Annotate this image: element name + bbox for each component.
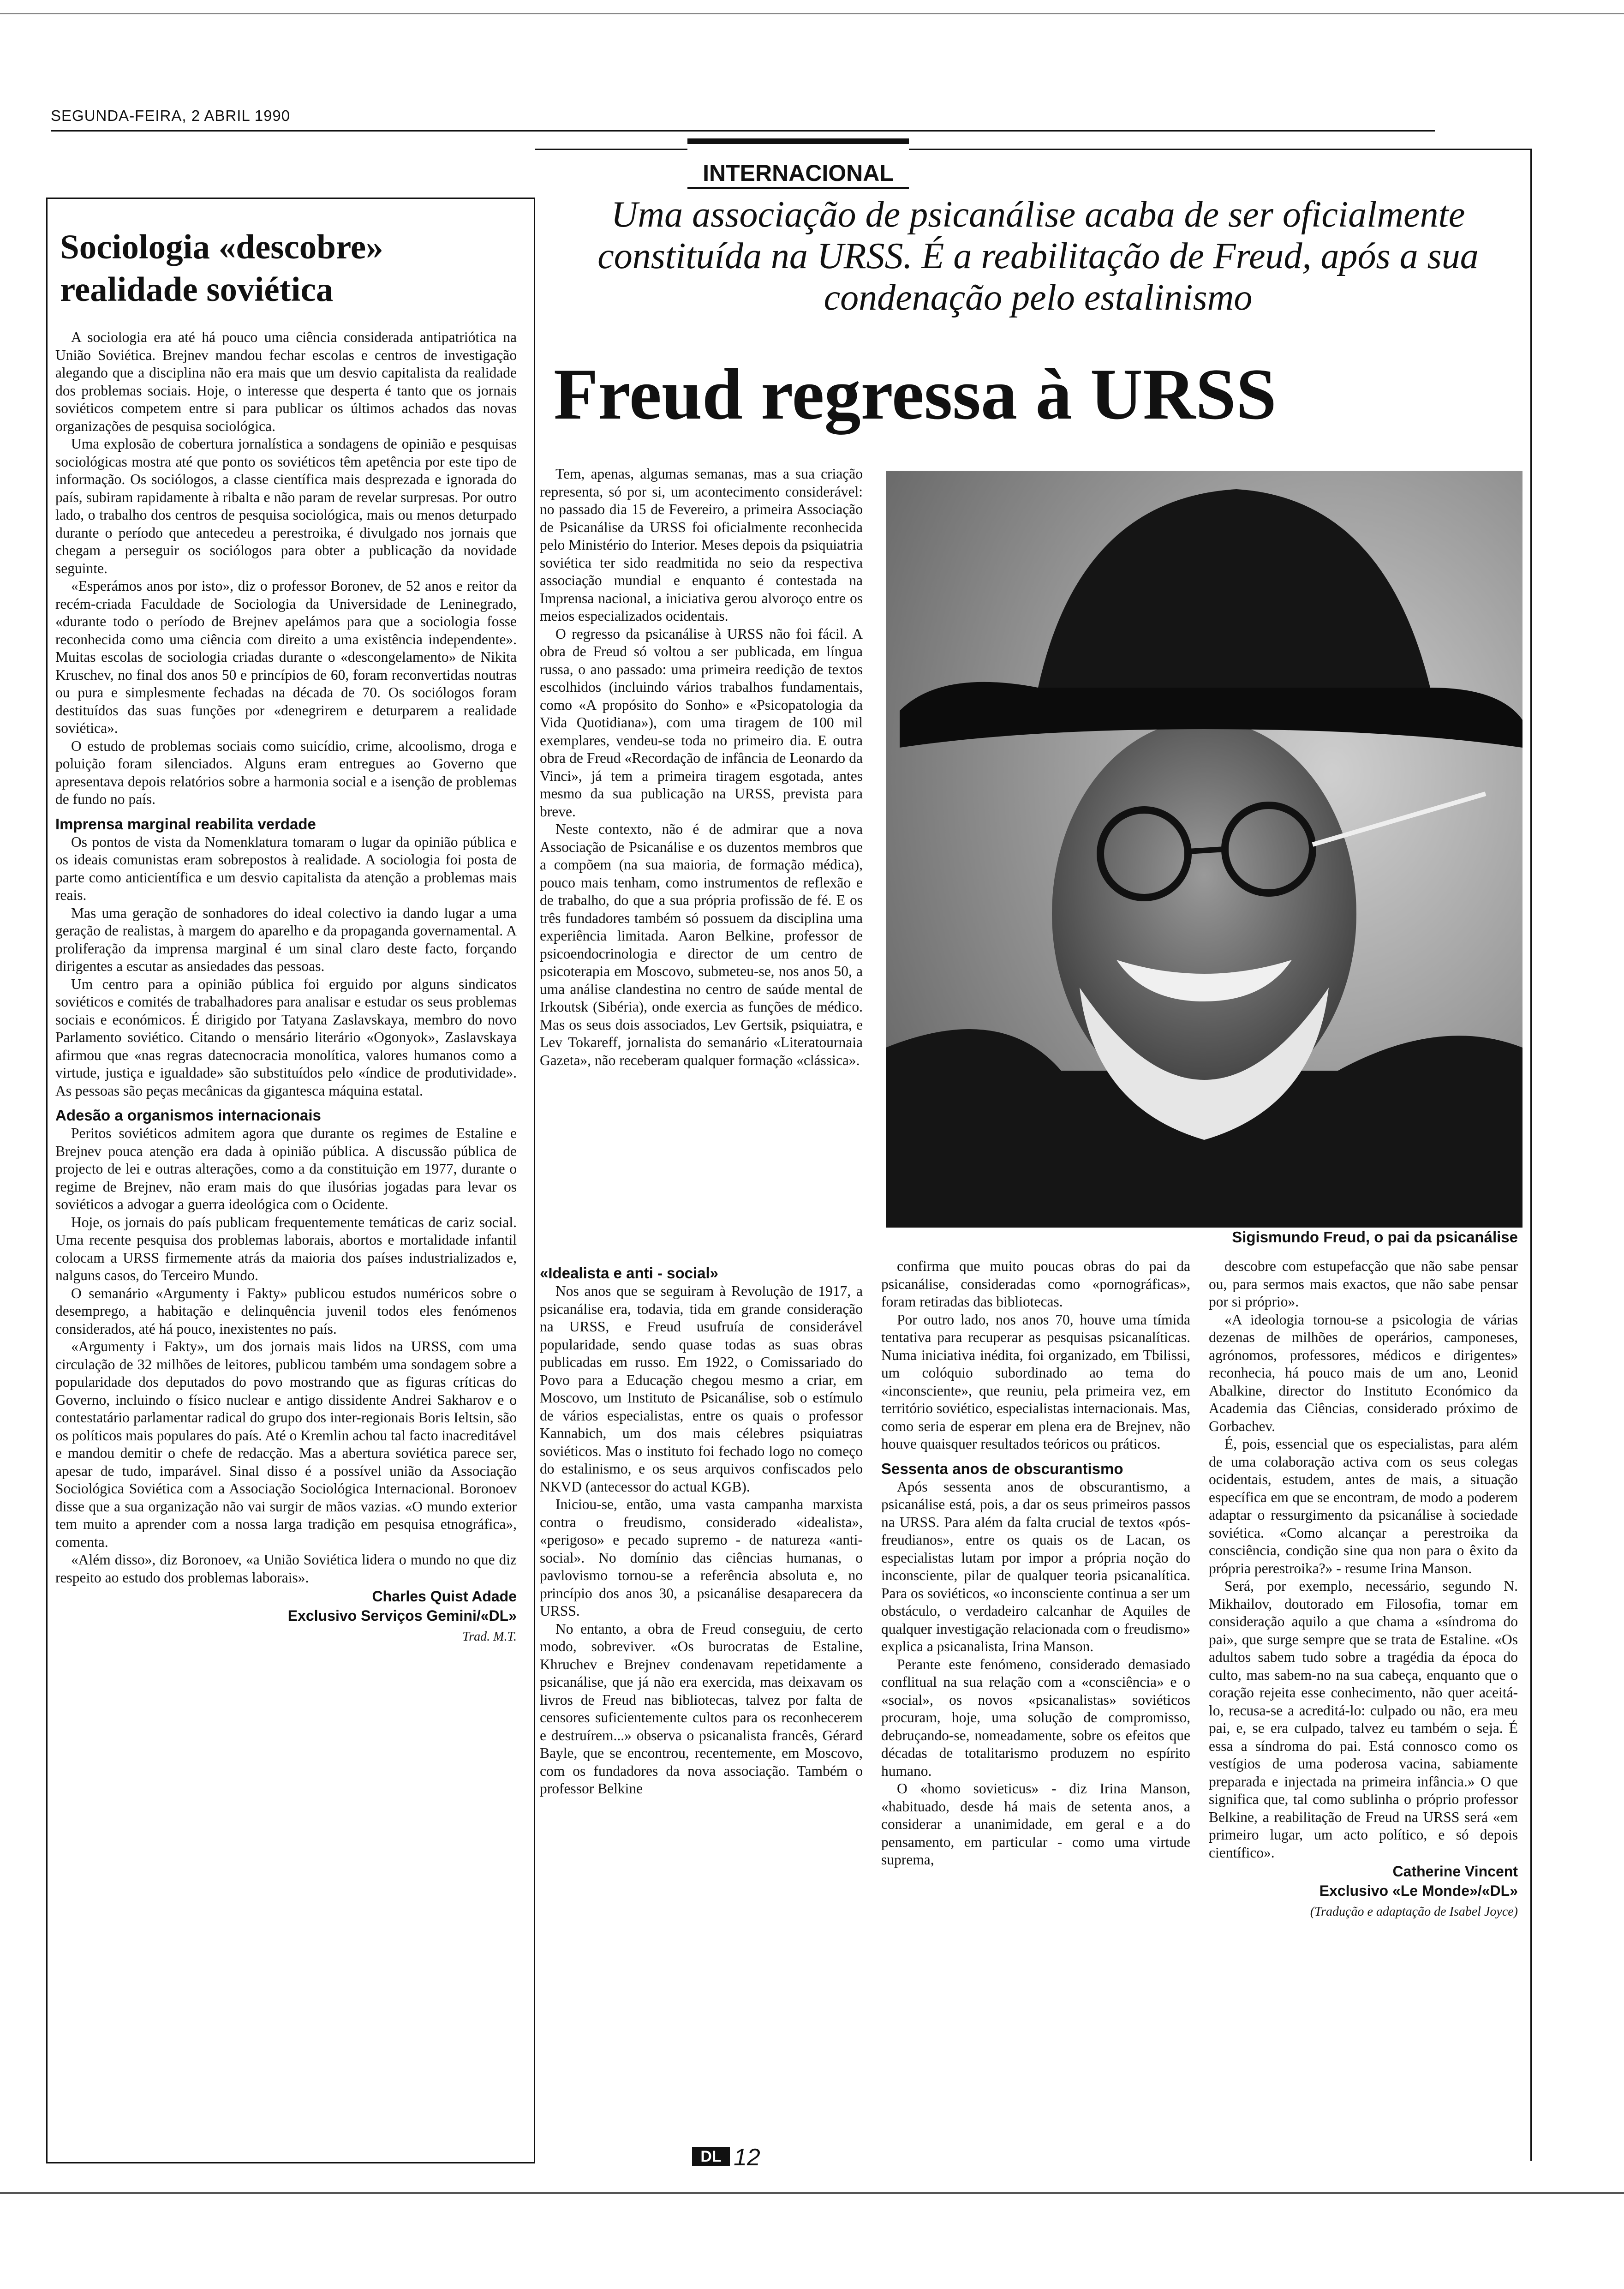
paragraph: «Além disso», diz Boronoev, «a União Soviética lidera o mundo no que diz respeito ao estudo dos problemas laborais». bbox=[55, 1552, 517, 1586]
paragraph: Nos anos que se seguiram à Revolução de 1917, a psicanálise era, todavia, tida em grande consideração na URSS, e Freud usufruía de considerável popularidade, sendo quase todas as suas obras publicadas em russo. Em 1922, o Comissariado do Povo para a Educação chegou mesmo a criar, em Moscovo, um Instituto de Psicanálise, sob o estímulo de vários especialistas, entre os quais o professor Kannabich, um dos mais célebres psiquiatras soviéticos. Mas o instituto foi fechado logo no começo do estalinismo, e os seus arquivos confiscados pelo NKVD (antecessor do actual KGB). bbox=[540, 1283, 863, 1495]
paragraph: O estudo de problemas sociais como suicídio, crime, alcoolismo, droga e poluição foram silenciados. Alguns eram entregues ao Governo que apresentava depois relatórios sobre a harmonia social e a isenção de problemas de fundo no país. bbox=[55, 737, 517, 807]
paragraph: Será, por exemplo, necessário, segundo N. Mikhailov, doutorado em Filosofia, tomar em consideração aquilo a que chama a «síndroma do pai», que surge sempre que se trata de Estaline. «Os adultos sabem tudo sobre a tragédia da época do culto, mas sabem-no na sua cabeça, enquanto que o coração rejeita esse conhecimento, não quer aceitá-lo, recusa-se a acreditá-lo: culpado ou não, era meu pai, e, se era culpado, talvez eu também o seja. É essa a síndroma do pai. Está connosco como os vestígios de uma poderosa vacina, sabiamente preparada e injectada na primeira infância.» O que significa que, tal como sublinha o próprio professor Belkine, a reabilitação de Freud na URSS será «em primeiro lugar, um acto político, e só depois científico». bbox=[1209, 1578, 1518, 1861]
paragraph: descobre com estupefacção que não sabe pensar ou, para sermos mais exactos, que não sabe pensar por si próprio». bbox=[1209, 1258, 1518, 1310]
article-translator: (Tradução e adaptação de Isabel Joyce) bbox=[1310, 1905, 1518, 1919]
paragraph: Mas uma geração de sonhadores do ideal colectivo ia dando lugar a uma geração de realistas, à margem do aparelho e da propaganda governamental. A proliferação da imprensa marginal é um sinal claro deste facto, forçando dirigentes a escutar as ansiedades das pessoas. bbox=[55, 905, 517, 974]
sidebar-title: Sociologia «descobre» realidade soviética bbox=[60, 228, 383, 309]
paragraph: Tem, apenas, algumas semanas, mas a sua criação representa, só por si, um acontecimento considerável: no passado dia 15 de Fevereiro, a primeira Associação de Psicanálise da URSS foi oficialmente reconhecida pelo Ministério do Interior. Meses depois da psiquiatria soviética ter sido readmitida no seio da respectiva associação mundial e enquanto é contestada na Imprensa nacional, a iniciativa gerou alvoroço entre os meios especializados ocidentais. bbox=[540, 466, 863, 624]
sidebar-section-3 bbox=[55, 1125, 517, 1587]
freud-portrait-photo bbox=[886, 471, 1522, 1228]
article-column-4 bbox=[1209, 1258, 1518, 2109]
paragraph: Os pontos de vista da Nomenklatura tomaram o lugar da opinião pública e os ideais comunistas eram sobrepostos à realidade. A sociologia foi posta de parte como anticientífica e um desvio capitalista da atenção a problemas mais reais. bbox=[55, 833, 517, 903]
paragraph: Perante este fenómeno, considerado demasiado conflitual na sua relação com a «consciência» e o «social», os novos «psicanalistas» soviéticos procuram, hoje, uma solução de compromisso, debruçando-se, nomeadamente, sobre os efeitos que décadas de totalitarismo produzem no espírito humano. bbox=[881, 1656, 1190, 1779]
paragraph: Após sessenta anos de obscurantismo, a psicanálise está, pois, a dar os seus primeiros passos na URSS. Para além da falta crucial de textos «pós-freudianos», entre os quais os de Lacan, os especialistas lutam por impor a própria noção do inconsciente, pilar de qualquer teoria psicanalítica. Para os soviéticos, «o inconsciente continua a ser um obstáculo, o verdadeiro calcanhar de Aquiles de qualquer investigação relacionada com o freudismo» explica a psicanalista, Irina Manson. bbox=[881, 1478, 1190, 1654]
bottom-rule bbox=[0, 2192, 1624, 2194]
paragraph: «Argumenty i Fakty», um dos jornais mais lidos na URSS, com uma circulação de 32 milhões de leitores, publicou também uma sondagem sobre a popularidade dos deputados do povo mostrando que as figuras críticas do Governo, incluindo o físico nuclear e antigo dissidente Andrei Sakharov e o contestatário parlamentar radical do grupo dos inter-regionais Boris Ieltsin, são os políticos mais populares do país. Até o Kremlin achou tal facto inacreditável e mandou demitir o chefe de redacção. Mas a abertura soviética parece ser, apesar de tudo, imparável. Sinal disso é a possível união da Associação Sociológica Soviética com a Associação Sociológica Internacional. Boronoev disse que a sua organização não vai surgir de mãos vazias. «O mundo exterior tem muito a aprender com a nossa larga tradição em pesquisa etnográfica», comenta. bbox=[55, 1338, 517, 1550]
sidebar-section-2 bbox=[55, 833, 517, 1100]
paragraph: Neste contexto, não é de admirar que a nova Associação de Psicanálise e os duzentos membros que a compõem (na sua maioria, de formação médica), pouco mais tenham, como instrumentos de reflexão e de trabalho, do que a sua própria profissão de fé. E os três fundadores também só possuem da disciplina uma experiência limitada. Aaron Belkine, professor de psicoendocrinologia e director de um centro de psicoterapia em Moscovo, submeteu-se, nos anos 50, a uma análise clandestina no centro de saúde mental de Irkoutsk (Sibéria), onde exercia as funções de médico. Mas os seus dois associados, Lev Gertsik, psiquiatra, e Lev Tokareff, jornalista do semanário «Literatournaia Gazeta», não receberam qualquer formação «clássica». bbox=[540, 821, 863, 1068]
column-4-text bbox=[1209, 1258, 1518, 1862]
paragraph: O semanário «Argumenty i Fakty» publicou estudos numéricos sobre o desemprego, a habitação e delinquência juvenil todos eles fenómenos considerados, até há pouco, inexistentes no país. bbox=[55, 1285, 517, 1337]
sidebar-section-1 bbox=[55, 329, 517, 809]
paragraph: «A ideologia tornou-se a psicologia de várias dezenas de milhões de operários, camponeses, agrónomos, professores, médicos e dirigentes» reconhecia, há pouco mais de um ano, Leonid Abalkine, director do Instituto Económico da Academia das Ciências, considerado próximo de Gorbachev. bbox=[1209, 1311, 1518, 1434]
paragraph: Uma explosão de cobertura jornalística a sondagens de opinião e pesquisas sociológicas mostra até que ponto os soviéticos têm apetência por este tipo de informação. Os sociólogos, a classe científica mais desprezada e ignorada do país, subiram rapidamente à ribalta e não param de revelar surpresas. Por outro lado, o trabalho dos centros de pesquisa sociológica, mais ou menos deturpado durante o período que antecedeu a perestroika, é divulgado nos jornais que chegam a perseguir os sociólogos para obter a publicação da novidade seguinte. bbox=[55, 436, 517, 576]
page-number: 12 bbox=[734, 2144, 760, 2171]
article-column-2 bbox=[540, 1258, 863, 2109]
paragraph: É, pois, essencial que os especialistas, para além de uma colaboração activa com os seus colegas ocidentais, estudem, antes de mais, a situação específica em que se encontram, de modo a poderem adaptar o ressurgimento da psicanálise à sociedade soviética. «Como alcançar a perestroika da consciência, condição sine qua non para o êxito da própria perestroika?» - resume Irina Manson. bbox=[1209, 1436, 1518, 1576]
photo-caption: Sigismundo Freud, o pai da psicanálise bbox=[1232, 1228, 1518, 1246]
sidebar-subhead-2: Adesão a organismos internacionais bbox=[55, 1107, 321, 1124]
paragraph: «Esperámos anos por isto», diz o professor Boronev, de 52 anos e reitor da recém-criada Faculdade de Sociologia da Universidade de Leninegrado, «durante todo o período de Brejnev apelámos para que a sociologia fosse reconhecida como uma ciência com direito a uma existência independente». Muitas escolas de sociologia criadas durante o «descongelamento» de Nikita Kruschev, no final dos anos 50 e princípios de 60, foram reconvertidas noutras ou pura e simplesmente fechadas na década de 70. Os sociólogos foram destituídos das suas funções por «denegrirem e deturparem a realidade soviética». bbox=[55, 578, 517, 736]
article-source: Exclusivo «Le Monde»/«DL» bbox=[1319, 1882, 1518, 1899]
header-rule bbox=[51, 130, 1435, 132]
sidebar-body bbox=[55, 329, 517, 2110]
column-2-subhead: «Idealista e anti - social» bbox=[540, 1264, 719, 1282]
paragraph: O «homo sovieticus» - diz Irina Manson, «habituado, desde há mais de setenta anos, a considerar a unanimidade, em geral e a do pensamento, em particular - como uma virtude suprema, bbox=[881, 1780, 1190, 1868]
section-tag: INTERNACIONAL bbox=[687, 138, 909, 189]
dateline: SEGUNDA-FEIRA, 2 ABRIL 1990 bbox=[51, 107, 291, 124]
top-edge-rule bbox=[0, 13, 1624, 14]
paragraph: A sociologia era até há pouco uma ciência considerada antipatriótica na União Soviética. Brejnev mandou fechar escolas e centros de investigação alegando que a disciplina não era mais que um desvio capitalista da realidade dos problemas sociais. Hoje, o interesse que desperta é tanto que os jornais soviéticos competem entre si para publicar os últimos achados das novas organizações de pesquisa sociológica. bbox=[55, 329, 517, 434]
paragraph: No entanto, a obra de Freud conseguiu, de certo modo, sobreviver. «Os burocratas de Estaline, Khruchev e Brejnev condenavam repetidamente a psicanálise, que já não era exercida, mas deixavam os livros de Freud nas bibliotecas, talvez por falta de censores suficientemente cultos para os reconhecerem e destruírem...» observa o psicanalista francês, Gérard Bayle, que se encontrou, recentemente, em Moscovo, com os fundadores da nova associação. Também o professor Belkine bbox=[540, 1620, 863, 1797]
column-3-text-2 bbox=[881, 1478, 1190, 1869]
column-3-text bbox=[881, 1258, 1190, 1453]
paragraph: Por outro lado, nos anos 70, houve uma tímida tentativa para recuperar as pesquisas psicanalíticas. Numa iniciativa inédita, foi organizado, em Tbilissi, um colóquio subordinado ao tema do «inconsciente», que reuniu, pela primeira vez, em território soviético, especialistas internacionais. Mas, como seria de esperar em plena era de Brejnev, não houve quaisquer resultados teóricos ou práticos. bbox=[881, 1311, 1190, 1452]
column-1-text bbox=[540, 465, 863, 1069]
portrait-illustration bbox=[886, 471, 1522, 1228]
sidebar-agency: Exclusivo Serviços Gemini/«DL» bbox=[287, 1607, 517, 1624]
article-lead: Uma associação de psicanálise acaba de ser oficialmente constituída na URSS. É a reabilitação de Freud, após a sua condenação pelo estalinismo bbox=[597, 194, 1479, 318]
article-headline: Freud regressa à URSS bbox=[554, 354, 1277, 435]
paragraph: Iniciou-se, então, uma vasta campanha marxista contra o freudismo, considerado «idealista», «perigoso» e pecado supremo - de natureza «anti- social». No domínio das ciências humanas, o pavlovismo tornou-se a referência absoluta e, no princípio dos anos 30, a psicanálise desaparecera da URSS. bbox=[540, 1496, 863, 1619]
column-3-subhead: Sessenta anos de obscurantismo bbox=[881, 1460, 1123, 1477]
sidebar-author: Charles Quist Adade bbox=[372, 1588, 517, 1605]
paragraph: Um centro para a opinião pública foi erguido por alguns sindicatos soviéticos e comités de trabalhadores para analisar e estudar os seus problemas sociais e económicos. É dirigido por Tatyana Zaslavskaya, membro do novo Parlamento soviético. Citando o mensário literário «Ogonyok», Zaslavskaya afirmou que «nas regras datecnocracia monolítica, valores humanos como a virtude, justiça e igualdade» são substituídos pelo «índice de produtividade». As pessoas são peças mecânicas da gigantesca máquina estatal. bbox=[55, 976, 517, 1099]
article-column-1 bbox=[540, 465, 863, 1264]
paragraph: confirma que muito poucas obras do pai da psicanálise, consideradas como «pornográficas», foram retiradas das bibliotecas. bbox=[881, 1258, 1190, 1310]
article-column-3 bbox=[881, 1258, 1190, 2109]
paragraph: O regresso da psicanálise à URSS não foi fácil. A obra de Freud só voltou a ser publicada, em língua russa, o ano passado: uma primeira reedição de textos escolhidos (incluindo vários trabalhos fundamentais, como «A propósito do Sonho» e «Psicopatologia da Vida Quotidiana»), com uma tiragem de 100 mil exemplares, vendeu-se toda no primeiro dia. E outra obra de Freud «Recordação de infância de Leonardo da Vinci», já tem a primeira tiragem esgotada, antes mesmo da sua publicação na URSS, prevista para breve. bbox=[540, 625, 863, 820]
sidebar-translator: Trad. M.T. bbox=[462, 1630, 517, 1644]
sidebar-subhead-1: Imprensa marginal reabilita verdade bbox=[55, 815, 316, 833]
paragraph: Peritos soviéticos admitem agora que durante os regimes de Estaline e Brejnev pouca atenção era dada à opinião pública. A discussão pública de projecto de lei e outras alterações, como a da constituição em 1977, durante o regime de Brejnev, não eram mais do que ilusórias jogadas para levar os soviéticos a advogar a guerra ideológica com o Ocidente. bbox=[55, 1125, 517, 1212]
dl-logo: DL bbox=[692, 2147, 730, 2166]
paragraph: Hoje, os jornais do país publicam frequentemente temáticas de cariz social. Uma recente pesquisa dos problemas laborais, abortos e mortalidade infantil colocam a URSS firmemente atrás da maioria dos países industrializados e, nalguns casos, do Terceiro Mundo. bbox=[55, 1214, 517, 1283]
article-author: Catherine Vincent bbox=[1392, 1863, 1518, 1880]
column-2-text bbox=[540, 1282, 863, 1798]
